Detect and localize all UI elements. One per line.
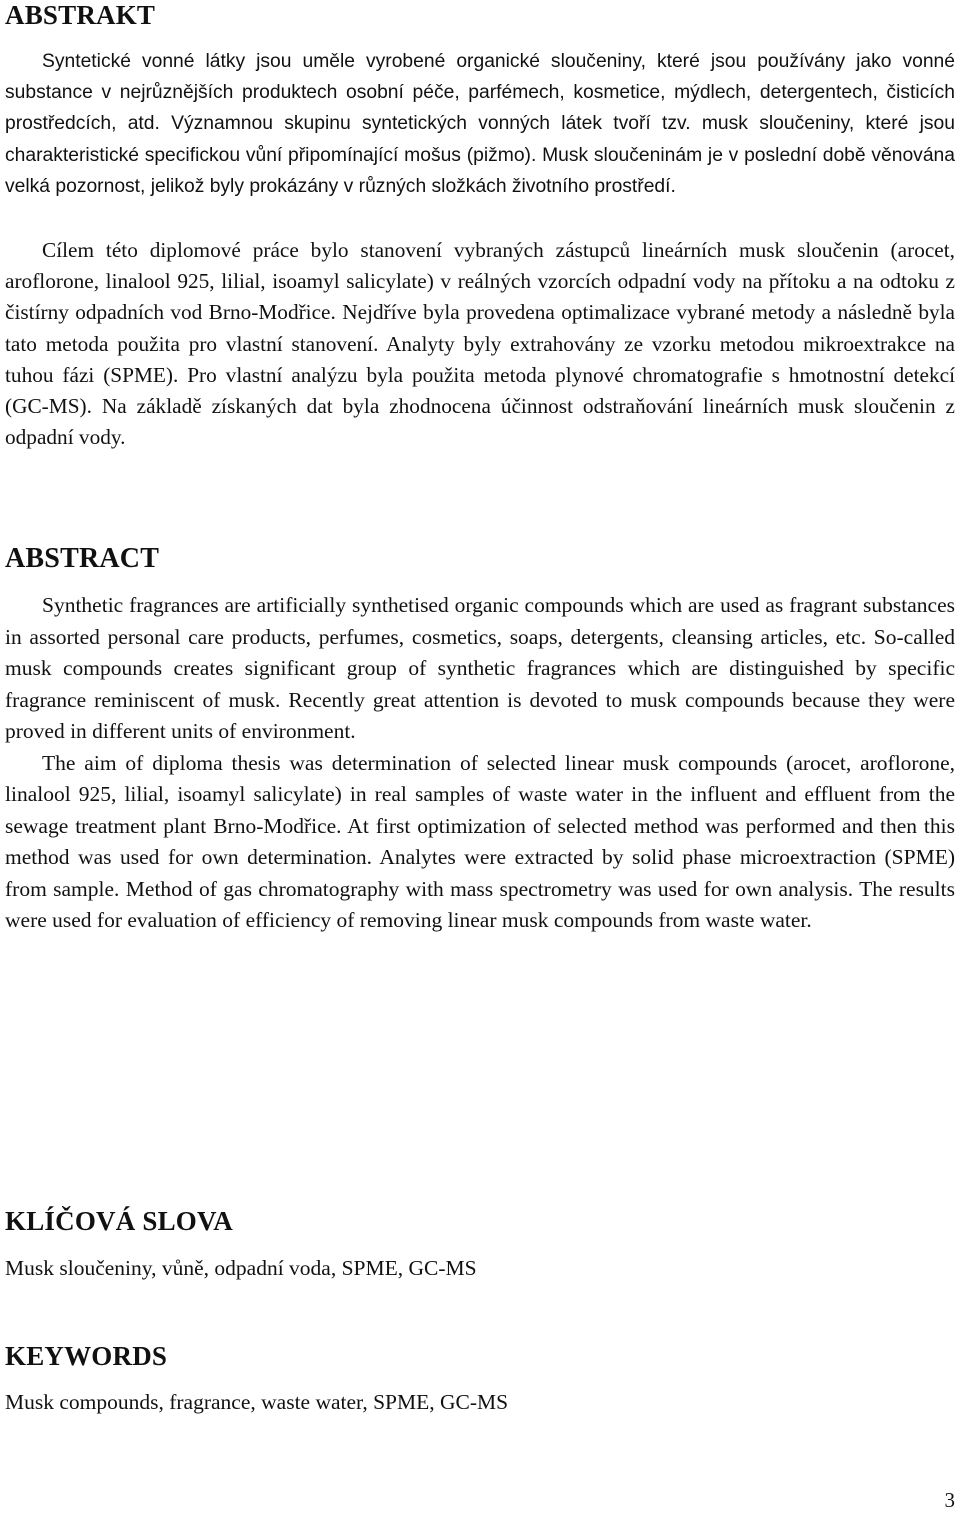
abstrakt-paragraph-1: Syntetické vonné látky jsou uměle vyrobené organické sloučeniny, které jsou používány jako vonné substance v nejrůznějších produktech osobní péče, parfémech, kosmetice, mýdlech, detergentech, čisticích prostředcích, atd. Významnou skupinu syntetických vonných látek tvoří tzv. musk sloučeniny, které jsou charakteristické specifickou vůní připomínající mošus (pižmo). Musk sloučeninám je v poslední době věnována velká pozornost, jelikož byly prokázány v různých složkách životního prostředí. [5, 51, 955, 197]
abstrakt-body-2 [5, 235, 955, 453]
abstract-paragraph-2: The aim of diploma thesis was determination of selected linear musk compounds (arocet, aroflorone, linalool 925, lilial, isoamyl salicylate) in real samples of waste water in the influent and effluent from the sewage treatment plant Brno-Modřice. At first optimization of selected method was performed and then this method was used for own determination. Analytes were extracted by solid phase microextraction (SPME) from sample. Method of gas chromatography with mass spectrometry was used for own analysis. The results were used for evaluation of efficiency of removing linear musk compounds from waste water. [5, 750, 955, 932]
abstract-paragraph-1: Synthetic fragrances are artificially synthetised organic compounds which are used as fragrant substances in assorted personal care products, perfumes, cosmetics, soaps, detergents, cleansing articles, etc. So-called musk compounds creates significant group of synthetic fragrances which are distinguished by specific fragrance reminiscent of musk. Recently great attention is devoted to musk compounds because they were proved in different units of environment. [5, 593, 955, 743]
keywords-text: Musk compounds, fragrance, waste water, SPME, GC-MS [5, 1390, 509, 1414]
abstract-body [5, 590, 955, 937]
page-number: 3 [944, 1488, 955, 1512]
abstract-heading: ABSTRACT [5, 543, 160, 574]
abstrakt-heading: ABSTRAKT [5, 0, 156, 30]
abstrakt-paragraph-2: Cílem této diplomové práce bylo stanovení vybraných zástupců lineárních musk sloučenin (arocet, aroflorone, linalool 925, lilial, isoamyl salicylate) v reálných vzorcích odpadní vody na přítoku a na odtoku z čistírny odpadních vod Brno-Modřice. Nejdříve byla provedena optimalizace vybrané metody a následně byla tato metoda použita pro vlastní stanovení. Analyty byly extrahovány ze vzorku metodou mikroextrakce na tuhou fázi (SPME). Pro vlastní analýzu byla použita metoda plynové chromatografie s hmotnostní detekcí (GC-MS). Na základě získaných dat byla zhodnocena účinnost odstraňování lineárních musk sloučenin z odpadní vody. [5, 238, 955, 450]
klicova-slova-text: Musk sloučeniny, vůně, odpadní voda, SPME, GC-MS [5, 1256, 477, 1280]
klicova-slova-heading: KLÍČOVÁ SLOVA [5, 1206, 233, 1236]
keywords-heading: KEYWORDS [5, 1341, 168, 1371]
abstrakt-body [5, 46, 955, 202]
